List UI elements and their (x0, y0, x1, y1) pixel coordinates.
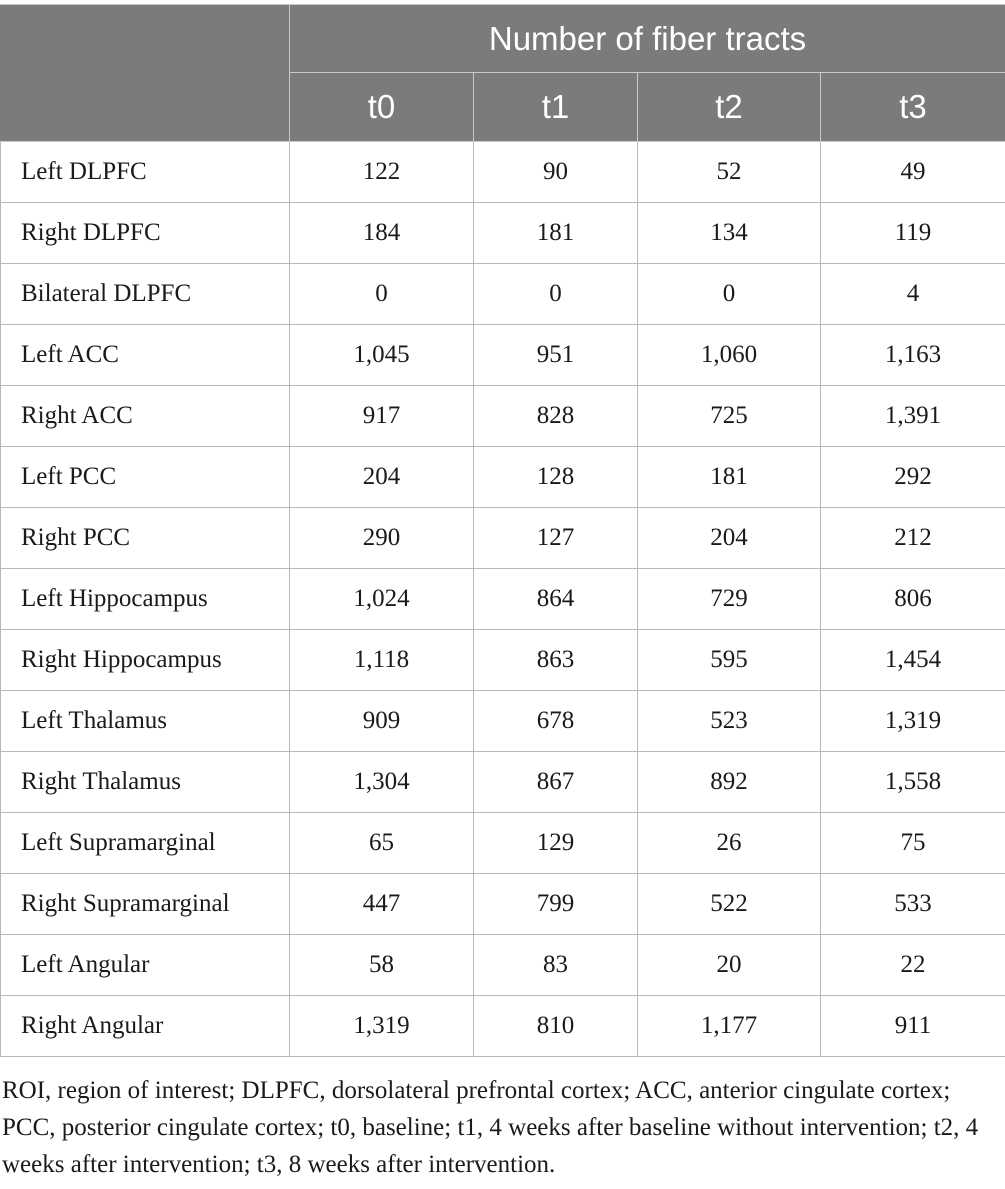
cell-value-t2: 595 (638, 630, 821, 691)
cell-value-t1: 0 (474, 264, 638, 325)
roi-label: Right PCC (1, 508, 290, 569)
cell-value-t0: 290 (290, 508, 474, 569)
roi-label: Right Hippocampus (1, 630, 290, 691)
table-row (1, 264, 1005, 325)
cell-value-t0: 65 (290, 813, 474, 874)
cell-value-t2: 523 (638, 691, 821, 752)
cell-value-t1: 810 (474, 996, 638, 1057)
cell-value-t1: 127 (474, 508, 638, 569)
column-header-t3: t3 (821, 73, 1005, 142)
cell-value-t1: 181 (474, 203, 638, 264)
table-row (1, 569, 1005, 630)
table-row (1, 874, 1005, 935)
cell-value-t1: 863 (474, 630, 638, 691)
cell-value-t2: 181 (638, 447, 821, 508)
table-footnote: ROI, region of interest; DLPFC, dorsolateral prefrontal cortex; ACC, anterior cingulate cortex; PCC, posterior cingulate cortex; t0, baseline; t1, 4 weeks after baseline without intervention; t2, 4 weeks after intervention; t3, 8 weeks after intervention. (2, 1077, 979, 1178)
cell-value-t0: 447 (290, 874, 474, 935)
group-header-cell: Number of fiber tracts (290, 5, 1005, 73)
roi-label: Left ACC (1, 325, 290, 386)
roi-label: Right Thalamus (1, 752, 290, 813)
cell-value-t3: 49 (821, 142, 1005, 203)
cell-value-t1: 83 (474, 935, 638, 996)
cell-value-t0: 1,118 (290, 630, 474, 691)
cell-value-t3: 1,163 (821, 325, 1005, 386)
column-header-t1: t1 (474, 73, 638, 142)
cell-value-t1: 951 (474, 325, 638, 386)
cell-value-t0: 204 (290, 447, 474, 508)
cell-value-t2: 729 (638, 569, 821, 630)
cell-value-t2: 0 (638, 264, 821, 325)
cell-value-t1: 128 (474, 447, 638, 508)
cell-value-t2: 20 (638, 935, 821, 996)
roi-label: Left Hippocampus (1, 569, 290, 630)
cell-value-t0: 909 (290, 691, 474, 752)
roi-label: Bilateral DLPFC (1, 264, 290, 325)
cell-value-t0: 122 (290, 142, 474, 203)
cell-value-t2: 892 (638, 752, 821, 813)
roi-label: Left Supramarginal (1, 813, 290, 874)
cell-value-t3: 1,391 (821, 386, 1005, 447)
cell-value-t1: 799 (474, 874, 638, 935)
table-row (1, 447, 1005, 508)
cell-value-t2: 52 (638, 142, 821, 203)
column-header-t0: t0 (290, 73, 474, 142)
cell-value-t3: 1,558 (821, 752, 1005, 813)
table-row (1, 996, 1005, 1057)
table-row (1, 203, 1005, 264)
roi-label: Left Thalamus (1, 691, 290, 752)
table-row (1, 386, 1005, 447)
cell-value-t3: 4 (821, 264, 1005, 325)
table-body (1, 142, 1005, 1057)
cell-value-t3: 1,319 (821, 691, 1005, 752)
fiber-tracts-table (0, 4, 1005, 1057)
cell-value-t3: 75 (821, 813, 1005, 874)
roi-label: Left Angular (1, 935, 290, 996)
cell-value-t3: 212 (821, 508, 1005, 569)
cell-value-t3: 806 (821, 569, 1005, 630)
cell-value-t1: 678 (474, 691, 638, 752)
cell-value-t1: 828 (474, 386, 638, 447)
roi-label: Right ACC (1, 386, 290, 447)
table-row (1, 508, 1005, 569)
table-row (1, 752, 1005, 813)
cell-value-t0: 58 (290, 935, 474, 996)
cell-value-t1: 864 (474, 569, 638, 630)
roi-label: Left DLPFC (1, 142, 290, 203)
cell-value-t3: 1,454 (821, 630, 1005, 691)
group-header-row (1, 5, 1005, 73)
cell-value-t0: 1,024 (290, 569, 474, 630)
cell-value-t0: 1,304 (290, 752, 474, 813)
cell-value-t3: 911 (821, 996, 1005, 1057)
cell-value-t1: 129 (474, 813, 638, 874)
column-header-t2: t2 (638, 73, 821, 142)
cell-value-t0: 184 (290, 203, 474, 264)
cell-value-t3: 22 (821, 935, 1005, 996)
table-row (1, 142, 1005, 203)
table-row (1, 630, 1005, 691)
cell-value-t0: 1,319 (290, 996, 474, 1057)
cell-value-t2: 725 (638, 386, 821, 447)
roi-label: Right DLPFC (1, 203, 290, 264)
roi-header-cell (1, 5, 290, 142)
cell-value-t3: 292 (821, 447, 1005, 508)
cell-value-t2: 134 (638, 203, 821, 264)
cell-value-t2: 204 (638, 508, 821, 569)
roi-label: Right Supramarginal (1, 874, 290, 935)
table-row (1, 813, 1005, 874)
cell-value-t0: 917 (290, 386, 474, 447)
cell-value-t3: 119 (821, 203, 1005, 264)
table-row (1, 691, 1005, 752)
cell-value-t2: 26 (638, 813, 821, 874)
cell-value-t1: 867 (474, 752, 638, 813)
cell-value-t3: 533 (821, 874, 1005, 935)
roi-label: Left PCC (1, 447, 290, 508)
cell-value-t2: 1,060 (638, 325, 821, 386)
table-row (1, 935, 1005, 996)
table-row (1, 325, 1005, 386)
cell-value-t0: 1,045 (290, 325, 474, 386)
cell-value-t1: 90 (474, 142, 638, 203)
cell-value-t2: 1,177 (638, 996, 821, 1057)
cell-value-t0: 0 (290, 264, 474, 325)
cell-value-t2: 522 (638, 874, 821, 935)
roi-label: Right Angular (1, 996, 290, 1057)
